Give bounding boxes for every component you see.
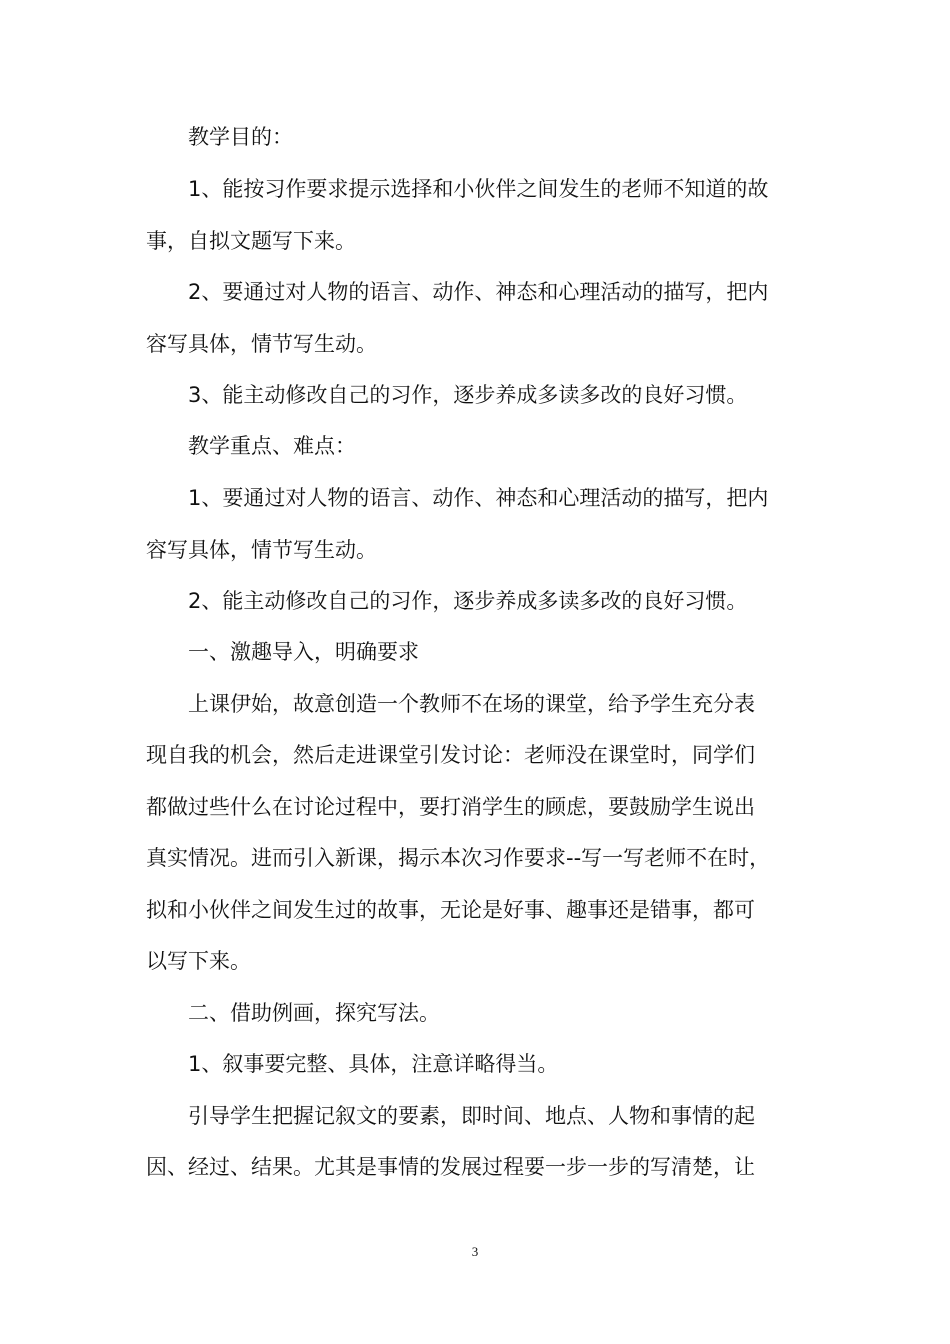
goal-1-line-1: 1、能按习作要求提示选择和小伙伴之间发生的老师不知道的故: [188, 177, 769, 201]
goal-2-line-1: 2、要通过对人物的语言、动作、神态和心理活动的描写，把内: [188, 280, 769, 304]
key-point-2-line: 2、能主动修改自己的习作，逐步养成多读多改的良好习惯。: [188, 589, 748, 613]
paragraph-1-line-2: 现自我的机会，然后走进课堂引发讨论：老师没在课堂时，同学们: [146, 743, 755, 767]
paragraph-1-line-4: 真实情况。进而引入新课，揭示本次习作要求--写一写老师不在时，: [146, 846, 771, 870]
section-2-item-1: 1、叙事要完整、具体，注意详略得当。: [188, 1052, 559, 1076]
heading-key-points: 教学重点、难点：: [188, 434, 356, 458]
goal-1-line-2: 事，自拟文题写下来。: [146, 229, 356, 253]
heading-teaching-goals: 教学目的：: [188, 125, 293, 149]
page-number: 3: [471, 1244, 479, 1259]
goal-3-line: 3、能主动修改自己的习作，逐步养成多读多改的良好习惯。: [188, 383, 748, 407]
section-1-heading: 一、激趣导入，明确要求: [188, 640, 419, 664]
paragraph-2-line-1: 引导学生把握记叙文的要素，即时间、地点、人物和事情的起: [188, 1104, 755, 1128]
paragraph-1-line-5: 拟和小伙伴之间发生过的故事，无论是好事、趣事还是错事，都可: [146, 898, 755, 922]
paragraph-1-line-3: 都做过些什么在讨论过程中，要打消学生的顾虑，要鼓励学生说出: [146, 795, 755, 819]
key-point-1-line-1: 1、要通过对人物的语言、动作、神态和心理活动的描写，把内: [188, 486, 769, 510]
goal-2-line-2: 容写具体，情节写生动。: [146, 332, 377, 356]
section-2-heading: 二、借助例画，探究写法。: [188, 1001, 440, 1025]
paragraph-2-line-2: 因、经过、结果。尤其是事情的发展过程要一步一步的写清楚，让: [146, 1155, 755, 1179]
key-point-1-line-2: 容写具体，情节写生动。: [146, 538, 377, 562]
paragraph-1-line-6: 以写下来。: [146, 949, 251, 973]
paragraph-1-line-1: 上课伊始，故意创造一个教师不在场的课堂，给予学生充分表: [188, 692, 755, 716]
